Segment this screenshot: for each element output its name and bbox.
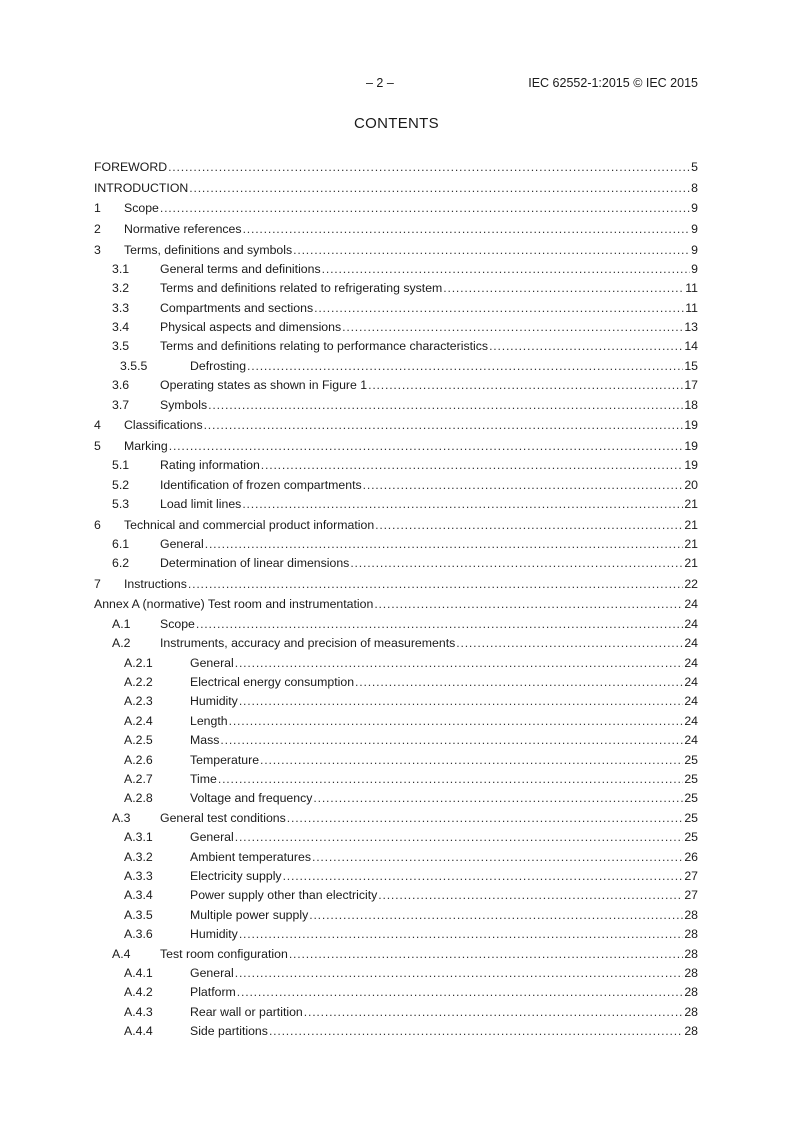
toc-entry-line <box>160 456 698 475</box>
toc-entry-page: 24 <box>684 655 698 670</box>
toc-dot-leader <box>169 437 684 456</box>
toc-entry-number: A.2.4 <box>124 713 153 728</box>
toc-dot-leader <box>283 867 684 886</box>
toc-entry[interactable] <box>94 318 698 337</box>
toc-dot-leader <box>313 789 683 808</box>
toc-entry-page: 21 <box>684 517 698 532</box>
toc-entry-number: 3.2 <box>112 281 130 296</box>
toc-entry-title[interactable]: Scope <box>124 201 159 216</box>
toc-entry[interactable] <box>94 376 698 395</box>
toc-entry-title[interactable]: Side partitions <box>190 1024 268 1039</box>
toc-entry-line <box>190 925 698 944</box>
toc-entry-line <box>160 809 698 828</box>
toc-entry-number: 1 <box>94 201 101 216</box>
toc-dot-leader <box>289 945 683 964</box>
toc-entry[interactable] <box>94 983 698 1002</box>
toc-dot-leader <box>235 828 684 847</box>
toc-entry-number: A.4 <box>112 946 131 961</box>
toc-entry-title[interactable]: Marking <box>124 438 168 453</box>
toc-dot-leader <box>287 809 684 828</box>
toc-entry-title[interactable]: General <box>160 536 204 551</box>
toc-entry[interactable] <box>94 158 698 177</box>
toc-entry-title[interactable]: Power supply other than electricity <box>190 888 378 903</box>
toc-entry-number: A.3.6 <box>124 927 153 942</box>
toc-entry-line <box>160 945 698 964</box>
toc-entry-title[interactable]: Terms, definitions and symbols <box>124 242 293 257</box>
toc-entry[interactable] <box>94 770 698 789</box>
toc-entry-line <box>94 179 698 198</box>
toc-entry-title[interactable]: Mass <box>190 733 220 748</box>
toc-entry-number: 5 <box>94 438 101 453</box>
toc-entry-page: 18 <box>684 397 698 412</box>
toc-dot-leader <box>189 179 690 198</box>
toc-entry-line <box>190 712 698 731</box>
toc-entry-number: A.2.7 <box>124 771 153 786</box>
toc-entry-number: A.3.2 <box>124 849 153 864</box>
toc-entry[interactable] <box>94 654 698 673</box>
toc-entry-number: 6.2 <box>112 556 130 571</box>
toc-entry-page: 22 <box>684 576 698 591</box>
toc-dot-leader <box>235 654 684 673</box>
toc-entry-number: A.2.5 <box>124 733 153 748</box>
toc-entry-page: 5 <box>691 160 698 175</box>
toc-dot-leader <box>322 260 691 279</box>
toc-entry-number: 3.1 <box>112 261 130 276</box>
toc-dot-leader <box>160 199 690 218</box>
toc-entry-page: 11 <box>685 300 698 315</box>
page-header <box>0 76 793 94</box>
toc-entry-page: 24 <box>684 636 698 651</box>
toc-dot-leader <box>218 770 683 789</box>
toc-entry-number: 6 <box>94 517 101 532</box>
toc-entry[interactable] <box>94 673 698 692</box>
toc-dot-leader <box>247 357 683 376</box>
toc-entry[interactable] <box>94 712 698 731</box>
toc-entry-title[interactable]: Ambient temperatures <box>190 849 311 864</box>
toc-entry-page: 25 <box>684 830 698 845</box>
toc-entry[interactable] <box>94 692 698 711</box>
toc-entry-number: 3.6 <box>112 378 130 393</box>
toc-entry-title[interactable]: General test conditions <box>160 810 286 825</box>
toc-entry-number: 3.5.5 <box>120 358 148 373</box>
toc-entry-title[interactable]: General <box>190 965 234 980</box>
toc-entry-page: 21 <box>684 556 698 571</box>
toc-entry-page: 24 <box>684 616 698 631</box>
toc-entry-page: 25 <box>684 752 698 767</box>
toc-dot-leader <box>235 964 684 983</box>
toc-dot-leader <box>489 337 683 356</box>
toc-entry-number: 2 <box>94 221 101 236</box>
toc-entry-number: A.3.3 <box>124 868 153 883</box>
toc-entry-page: 8 <box>691 180 698 195</box>
toc-entry[interactable] <box>94 634 698 653</box>
toc-entry-page: 25 <box>684 771 698 786</box>
toc-entry[interactable] <box>94 416 698 435</box>
toc-entry[interactable] <box>94 456 698 475</box>
toc-entry-line <box>160 554 698 573</box>
toc-entry-number: A.2.3 <box>124 694 153 709</box>
toc-entry[interactable] <box>94 279 698 298</box>
toc-entry-title[interactable]: Humidity <box>190 694 238 709</box>
toc-entry-number: A.2.8 <box>124 791 153 806</box>
toc-entry[interactable] <box>94 299 698 318</box>
toc-dot-leader <box>242 495 683 514</box>
toc-dot-leader <box>188 575 683 594</box>
toc-dot-leader <box>239 925 683 944</box>
toc-entry-line <box>190 906 698 925</box>
toc-entry-title[interactable]: Operating states as shown in Figure 1 <box>160 378 368 393</box>
toc-entry-title[interactable]: Platform <box>190 985 236 1000</box>
toc-entry[interactable] <box>94 495 698 514</box>
toc-entry-page: 28 <box>684 985 698 1000</box>
toc-entry-number: A.3.1 <box>124 830 153 845</box>
toc-entry-title[interactable]: Temperature <box>190 752 260 767</box>
toc-entry[interactable] <box>94 1003 698 1022</box>
toc-entry-line <box>124 220 698 239</box>
toc-entry-line <box>190 848 698 867</box>
toc-entry-number: A.4.3 <box>124 1004 153 1019</box>
toc-dot-leader <box>220 731 683 750</box>
toc-entry[interactable] <box>94 260 698 279</box>
toc-entry-page: 20 <box>684 477 698 492</box>
toc-entry-title[interactable]: Determination of linear dimensions <box>160 556 350 571</box>
toc-entry-line <box>160 535 698 554</box>
toc-dot-leader <box>304 1003 684 1022</box>
toc-entry[interactable] <box>94 828 698 847</box>
toc-entry-number: A.4.1 <box>124 965 153 980</box>
toc-entry-number: 5.1 <box>112 458 130 473</box>
toc-entry-title[interactable]: Defrosting <box>190 358 247 373</box>
toc-dot-leader <box>208 396 683 415</box>
toc-entry[interactable] <box>94 789 698 808</box>
toc-entry-page: 9 <box>691 221 698 236</box>
toc-dot-leader <box>314 299 684 318</box>
toc-entry[interactable] <box>94 731 698 750</box>
toc-entry-title[interactable]: Length <box>190 713 228 728</box>
toc-dot-leader <box>168 158 690 177</box>
toc-entry-line <box>124 437 698 456</box>
toc-dot-leader <box>260 751 683 770</box>
toc-entry-number: 3.4 <box>112 320 130 335</box>
toc-entry-page: 28 <box>684 907 698 922</box>
toc-entry-title[interactable]: Rating information <box>160 458 260 473</box>
toc-entry-page: 17 <box>684 378 698 393</box>
toc-entry-line <box>190 692 698 711</box>
toc-entry-page: 19 <box>684 438 698 453</box>
toc-entry-page: 9 <box>691 201 698 216</box>
toc-entry[interactable] <box>94 396 698 415</box>
toc-entry-number: A.1 <box>112 616 131 631</box>
toc-dot-leader <box>293 241 690 260</box>
toc-entry-number: A.3.5 <box>124 907 153 922</box>
table-of-contents <box>94 157 698 1041</box>
toc-entry-page: 15 <box>684 358 698 373</box>
toc-entry-line <box>160 337 698 356</box>
toc-dot-leader <box>196 615 683 634</box>
toc-entry-line <box>94 595 698 614</box>
toc-entry[interactable] <box>94 964 698 983</box>
toc-entry-page: 14 <box>684 339 698 354</box>
toc-entry[interactable] <box>94 1022 698 1041</box>
toc-entry[interactable] <box>94 220 698 239</box>
toc-entry-number: A.2.1 <box>124 655 153 670</box>
toc-dot-leader <box>243 220 691 239</box>
toc-entry-line <box>124 199 698 218</box>
toc-entry-title[interactable]: Terms and definitions relating to performance characteristics <box>160 339 489 354</box>
toc-entry-title[interactable]: Multiple power supply <box>190 907 309 922</box>
toc-entry[interactable] <box>94 615 698 634</box>
toc-entry-line <box>124 416 698 435</box>
toc-entry-number: A.3 <box>112 810 131 825</box>
toc-entry-page: 26 <box>684 849 698 864</box>
toc-dot-leader <box>269 1022 683 1041</box>
toc-entry-title[interactable]: Time <box>190 771 217 786</box>
toc-dot-leader <box>237 983 684 1002</box>
toc-entry[interactable] <box>94 575 698 594</box>
toc-entry-page: 28 <box>684 965 698 980</box>
toc-entry-title[interactable]: Compartments and sections <box>160 300 314 315</box>
toc-entry[interactable] <box>94 476 698 495</box>
toc-entry-line <box>160 495 698 514</box>
toc-entry-page: 11 <box>685 281 698 296</box>
toc-entry-title[interactable]: Classifications <box>124 418 203 433</box>
toc-entry-line <box>190 1022 698 1041</box>
toc-entry-page: 28 <box>684 927 698 942</box>
toc-entry-line <box>160 615 698 634</box>
toc-entry-line <box>190 770 698 789</box>
toc-entry-page: 25 <box>684 791 698 806</box>
toc-entry[interactable] <box>94 516 698 535</box>
toc-entry-line <box>190 751 698 770</box>
toc-entry-page: 9 <box>691 242 698 257</box>
toc-dot-leader <box>368 376 683 395</box>
toc-entry-title[interactable]: Symbols <box>160 397 208 412</box>
toc-entry[interactable] <box>94 554 698 573</box>
toc-entry-line <box>190 357 698 376</box>
toc-dot-leader <box>374 595 683 614</box>
toc-entry-number: A.4.4 <box>124 1024 153 1039</box>
toc-entry-line <box>94 158 698 177</box>
toc-entry-line <box>190 673 698 692</box>
toc-entry-title[interactable]: Identification of frozen compartments <box>160 477 362 492</box>
toc-entry[interactable] <box>94 241 698 260</box>
toc-dot-leader <box>261 456 684 475</box>
toc-entry-page: 27 <box>684 888 698 903</box>
toc-entry[interactable] <box>94 809 698 828</box>
toc-entry-title[interactable]: Scope <box>160 616 195 631</box>
toc-entry-number: 3.5 <box>112 339 130 354</box>
toc-entry-line <box>190 983 698 1002</box>
toc-entry-title[interactable]: INTRODUCTION <box>94 180 189 195</box>
toc-dot-leader <box>378 886 683 905</box>
toc-entry-line <box>160 318 698 337</box>
toc-entry-page: 28 <box>684 1004 698 1019</box>
toc-entry[interactable] <box>94 535 698 554</box>
toc-entry-number: 4 <box>94 418 101 433</box>
toc-entry-line <box>190 964 698 983</box>
toc-entry-number: 5.3 <box>112 496 130 511</box>
toc-dot-leader <box>342 318 683 337</box>
toc-entry-line <box>160 260 698 279</box>
toc-entry-number: 3.3 <box>112 300 130 315</box>
toc-dot-leader <box>350 554 683 573</box>
toc-entry-page: 25 <box>684 810 698 825</box>
toc-entry-title[interactable]: Rear wall or partition <box>190 1004 303 1019</box>
toc-entry-page: 19 <box>684 458 698 473</box>
toc-dot-leader <box>205 535 684 554</box>
toc-entry-line <box>190 867 698 886</box>
toc-dot-leader <box>375 516 683 535</box>
toc-entry[interactable] <box>94 945 698 964</box>
toc-entry[interactable] <box>94 337 698 356</box>
toc-entry[interactable] <box>94 357 698 376</box>
toc-entry-line <box>190 828 698 847</box>
toc-entry-page: 24 <box>684 713 698 728</box>
toc-entry[interactable] <box>94 199 698 218</box>
toc-entry[interactable] <box>94 437 698 456</box>
toc-entry-page: 24 <box>684 597 698 612</box>
toc-entry-number: A.2.2 <box>124 675 153 690</box>
toc-dot-leader <box>312 848 683 867</box>
toc-dot-leader <box>443 279 684 298</box>
toc-entry-title[interactable]: General <box>190 655 234 670</box>
toc-dot-leader <box>309 906 683 925</box>
toc-entry-title[interactable]: Voltage and frequency <box>190 791 313 806</box>
toc-entry-line <box>160 279 698 298</box>
toc-entry-title[interactable]: Technical and commercial product information <box>124 517 375 532</box>
toc-entry-page: 27 <box>684 868 698 883</box>
toc-entry-line <box>160 634 698 653</box>
toc-entry-page: 24 <box>684 694 698 709</box>
toc-entry-title[interactable]: Instruments, accuracy and precision of measurements <box>160 636 456 651</box>
toc-entry-line <box>190 1003 698 1022</box>
toc-entry-title[interactable]: Humidity <box>190 927 238 942</box>
toc-entry-page: 28 <box>684 946 698 961</box>
toc-dot-leader <box>229 712 684 731</box>
toc-entry-title[interactable]: Test room configuration <box>160 946 288 961</box>
page-number: – 2 – <box>366 76 394 90</box>
toc-entry-title[interactable]: Load limit lines <box>160 496 242 511</box>
toc-entry-page: 21 <box>684 536 698 551</box>
toc-dot-leader <box>204 416 684 435</box>
toc-entry[interactable] <box>94 179 698 198</box>
toc-dot-leader <box>363 476 684 495</box>
toc-entry-page: 21 <box>684 496 698 511</box>
toc-entry-number: 7 <box>94 576 101 591</box>
toc-entry-number: A.3.4 <box>124 888 153 903</box>
toc-entry-line <box>160 376 698 395</box>
toc-entry-line <box>190 789 698 808</box>
toc-dot-leader <box>239 692 683 711</box>
toc-entry[interactable] <box>94 595 698 614</box>
standard-reference: IEC 62552-1:2015 © IEC 2015 <box>528 76 698 90</box>
toc-entry[interactable] <box>94 886 698 905</box>
toc-entry-page: 24 <box>684 733 698 748</box>
toc-entry-line <box>124 516 698 535</box>
toc-entry-line <box>160 396 698 415</box>
toc-entry-number: 6.1 <box>112 536 130 551</box>
toc-entry-page: 9 <box>691 261 698 276</box>
toc-entry-title[interactable]: Electrical energy consumption <box>190 675 355 690</box>
toc-entry-number: 5.2 <box>112 477 130 492</box>
toc-entry-line <box>124 575 698 594</box>
toc-entry-number: A.4.2 <box>124 985 153 1000</box>
toc-entry-page: 19 <box>684 418 698 433</box>
toc-entry-title[interactable]: Instructions <box>124 576 187 591</box>
toc-entry-number: A.2 <box>112 636 131 651</box>
toc-entry-line <box>190 886 698 905</box>
toc-entry-title[interactable]: Electricity supply <box>190 868 282 883</box>
toc-entry-line <box>190 654 698 673</box>
toc-entry-line <box>124 241 698 260</box>
toc-entry-title[interactable]: Annex A (normative) Test room and instrumentation <box>94 597 374 612</box>
toc-entry-line <box>160 476 698 495</box>
toc-entry-page: 24 <box>684 675 698 690</box>
toc-entry-title[interactable]: General <box>190 830 234 845</box>
toc-entry-title[interactable]: FOREWORD <box>94 160 168 175</box>
toc-entry[interactable] <box>94 925 698 944</box>
toc-entry-number: 3.7 <box>112 397 130 412</box>
toc-entry-title[interactable]: General terms and definitions <box>160 261 321 276</box>
toc-entry[interactable] <box>94 848 698 867</box>
toc-entry-number: A.2.6 <box>124 752 153 767</box>
toc-entry-number: 3 <box>94 242 101 257</box>
toc-entry-page: 28 <box>684 1024 698 1039</box>
toc-entry-line <box>160 299 698 318</box>
toc-dot-leader <box>456 634 683 653</box>
toc-entry[interactable] <box>94 906 698 925</box>
toc-entry-title[interactable]: Normative references <box>124 221 242 236</box>
toc-entry-title[interactable]: Terms and definitions related to refrigerating system <box>160 281 443 296</box>
page-title: CONTENTS <box>354 115 439 132</box>
toc-entry-line <box>190 731 698 750</box>
toc-entry-page: 13 <box>684 320 698 335</box>
toc-entry-title[interactable]: Physical aspects and dimensions <box>160 320 342 335</box>
toc-entry[interactable] <box>94 751 698 770</box>
toc-entry[interactable] <box>94 867 698 886</box>
toc-dot-leader <box>355 673 683 692</box>
